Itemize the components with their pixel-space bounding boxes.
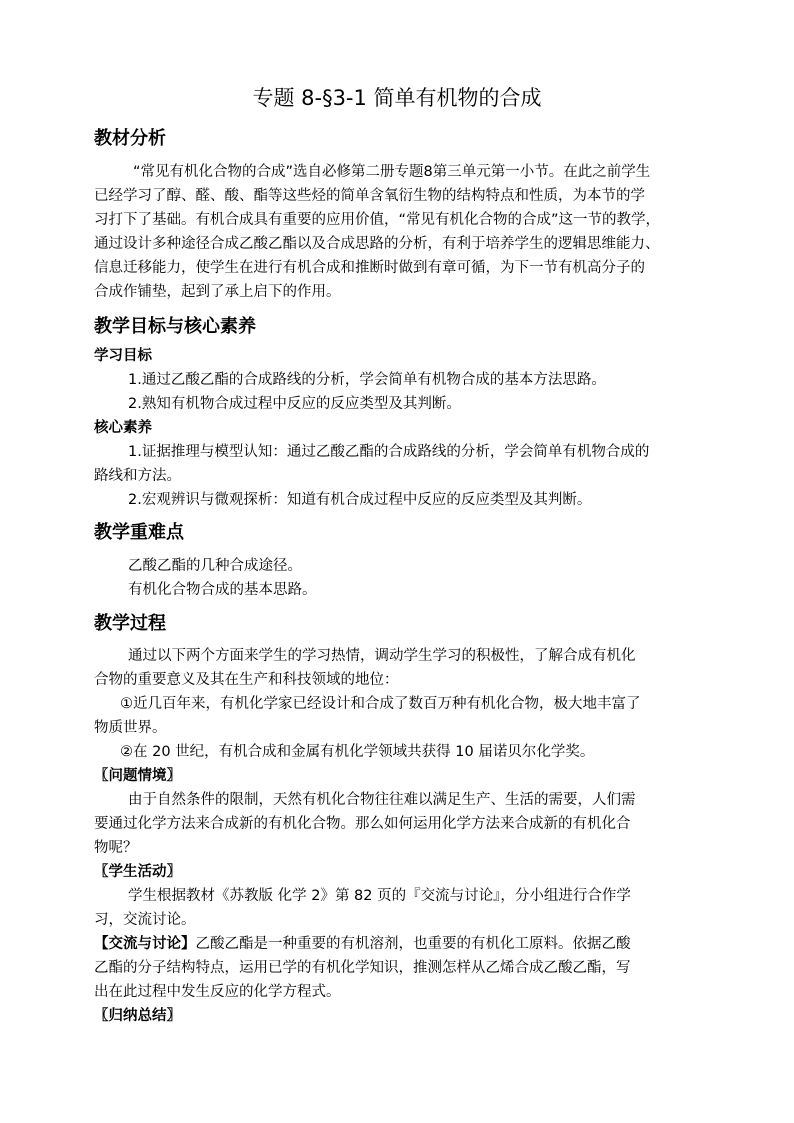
learning-goal-item: 1.通过乙酸乙酯的合成路线的分析，学会简单有机物合成的基本方法思路。 [128,372,606,388]
process-intro-line: 通过以下两个方面来学生的学习热情，调动学生学习的积极性，了解合成有机化 [128,648,636,664]
analysis-line: “常见有机化合物的合成”选自必修第二册专题8第三单元第一小节。在此之前学生 [133,164,651,180]
analysis-line: 习打下了基础。有机合成具有重要的应用价值，“常见有机化合物的合成”这一节的教学， [94,212,661,228]
process-intro-line: 物质世界。 [94,720,167,736]
core-literacy-item: 2.宏观辨识与微观探析：知道有机合成过程中反应的反应类型及其判断。 [128,492,592,508]
process-intro-line: ①近几百年来，有机化学家已经设计和合成了数百万种有机化合物，极大地丰富了 [120,696,641,712]
analysis-line: 合成作铺垫，起到了承上启下的作用。 [94,284,341,300]
section-heading-key-points: 教学重难点 [94,522,184,543]
core-literacy-item: 1.证据推理与模型认知：通过乙酸乙酯的合成路线的分析，学会简单有机物合成的 [128,444,650,460]
label-discussion: 【交流与讨论】 [94,936,196,952]
key-point-item: 乙酸乙酯的几种合成途径。 [128,558,302,574]
label-summary: 〖归纳总结〗 [94,1008,181,1024]
subheading-core-literacy: 核心素养 [94,420,152,436]
analysis-line: 通过设计多种途径合成乙酸乙酯以及合成思路的分析，有利于培养学生的逻辑思维能力、 [94,236,660,252]
analysis-line: 已经学习了醇、醛、酸、酯等这些烃的简单含氧衍生物的结构特点和性质，为本节的学 [94,188,645,204]
label-problem-situation: 〖问题情境〗 [94,768,181,784]
discussion-line: 出在此过程中发生反应的化学方程式。 [94,984,341,1000]
section-heading-analysis: 教材分析 [94,128,166,149]
discussion-text: 乙酸乙酯是一种重要的有机溶剂，也重要的有机化工原料。依据乙酸 [195,936,631,952]
problem-line: 物呢？ [94,840,138,856]
process-intro-line: ②在 20 世纪，有机合成和金属有机化学领域共获得 10 届诺贝尔化学奖。 [120,744,595,760]
activity-line: 习，交流讨论。 [94,912,196,928]
activity-line: 学生根据教材《苏教版 化学 2》第 82 页的『交流与讨论』，分小组进行合作学 [128,888,631,904]
analysis-line: 信息迁移能力，使学生在进行有机合成和推断时做到有章可循，为下一节有机高分子的 [94,260,645,276]
section-heading-process: 教学过程 [94,613,166,634]
discussion-line: 乙酯的分子结构特点，运用已学的有机化学知识，推测怎样从乙烯合成乙酸乙酯，写 [94,960,631,976]
problem-line: 由于自然条件的限制，天然有机化合物往往难以满足生产、生活的需要，人们需 [128,792,636,808]
key-point-item: 有机化合物合成的基本思路。 [128,582,317,598]
subheading-learning-goals: 学习目标 [94,348,152,364]
learning-goal-item: 2.熟知有机物合成过程中反应的反应类型及其判断。 [128,396,461,412]
label-student-activity: 〖学生活动〗 [94,864,181,880]
core-literacy-item: 路线和方法。 [94,468,181,484]
process-intro-line: 合物的重要意义及其在生产和科技领域的地位： [94,672,399,688]
page-title: 专题 8-§3-1 简单有机物的合成 [252,86,542,110]
discussion-paragraph-first-line [94,934,631,954]
problem-line: 要通过化学方法来合成新的有机化合物。那么如何运用化学方法来合成新的有机化合 [94,816,631,832]
section-heading-goals: 教学目标与核心素养 [94,316,256,337]
